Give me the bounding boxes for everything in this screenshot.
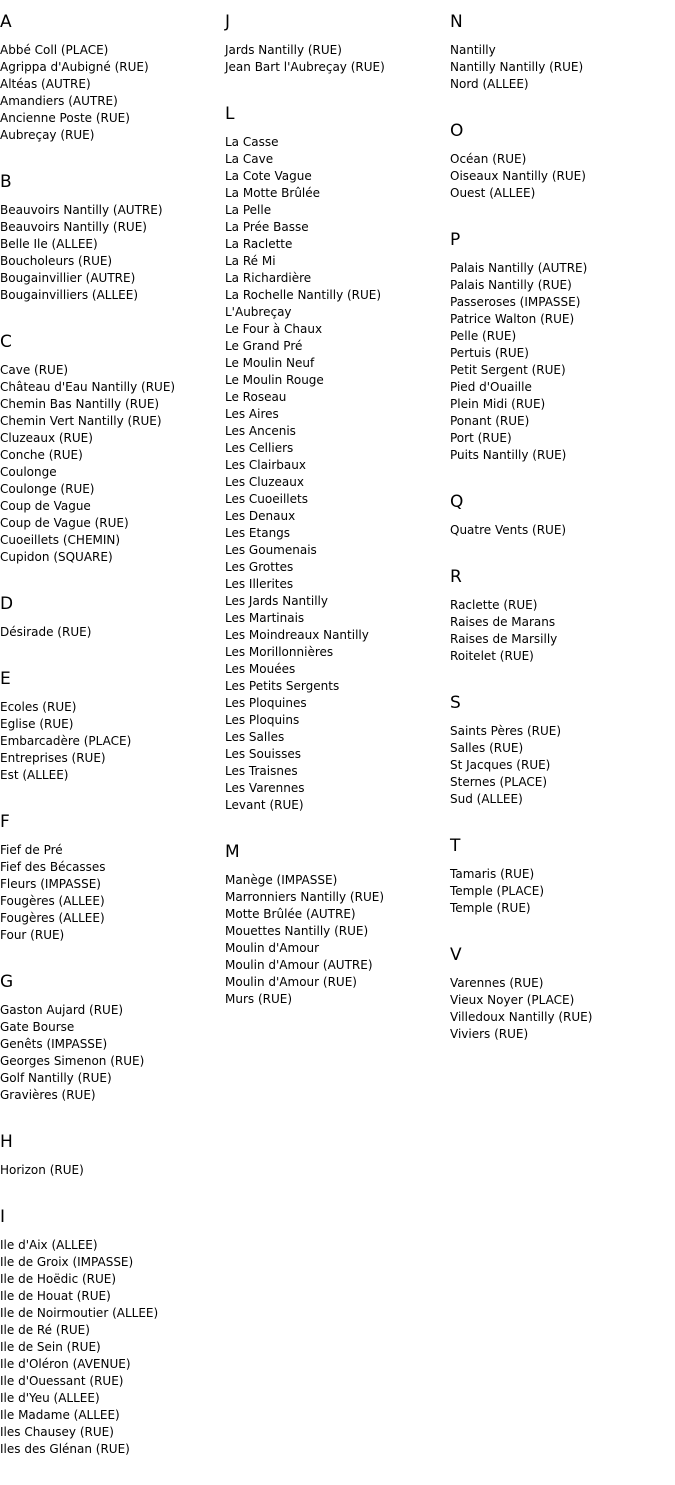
letter-group — [225, 11, 450, 76]
letter-group — [450, 11, 675, 93]
street-item: Nantilly Nantilly (RUE) — [450, 60, 584, 74]
street-item: Le Roseau — [225, 390, 287, 404]
street-item: Coulonge (RUE) — [0, 482, 95, 496]
street-item: Ouest (ALLEE) — [450, 186, 536, 200]
street-item: Nantilly — [450, 43, 496, 57]
letter-group — [0, 11, 225, 144]
street-item: Motte Brûlée (AUTRE) — [225, 907, 356, 921]
index-column-3 — [450, 11, 675, 1070]
street-item: Les Cluzeaux — [225, 475, 304, 489]
street-list — [225, 42, 450, 76]
letter-heading: V — [450, 945, 462, 965]
letter-heading: A — [0, 12, 12, 32]
street-item: Palais Nantilly (AUTRE) — [450, 261, 588, 275]
street-item: Les Ploquines — [225, 696, 307, 710]
street-item: Fleurs (IMPASSE) — [0, 877, 101, 891]
street-item: Coulonge — [0, 465, 57, 479]
letter-group — [0, 171, 225, 304]
street-item: La Cave — [225, 152, 274, 166]
street-item: Genêts (IMPASSE) — [0, 1037, 108, 1051]
street-list — [0, 1002, 225, 1104]
street-item: Moulin d'Amour — [225, 941, 320, 955]
street-item: Océan (RUE) — [450, 152, 527, 166]
street-item: Tamaris (RUE) — [450, 867, 535, 881]
street-item: Salles (RUE) — [450, 741, 524, 755]
street-item: La Raclette — [225, 237, 293, 251]
letter-heading: E — [0, 669, 11, 689]
street-item: St Jacques (RUE) — [450, 758, 551, 772]
street-item: Ile de Sein (RUE) — [0, 1340, 101, 1354]
street-item: Puits Nantilly (RUE) — [450, 448, 567, 462]
letter-group — [450, 229, 675, 464]
street-item: Petit Sergent (RUE) — [450, 363, 566, 377]
street-item: Fougères (ALLEE) — [0, 911, 105, 925]
letter-heading: C — [0, 332, 12, 352]
street-item: Les Morillonnières — [225, 645, 334, 659]
letter-group — [0, 668, 225, 784]
street-list — [450, 597, 675, 665]
letter-group — [0, 593, 225, 641]
street-item: Ponant (RUE) — [450, 414, 530, 428]
street-list — [450, 42, 675, 93]
street-item: Four (RUE) — [0, 928, 65, 942]
street-item: Le Moulin Rouge — [225, 373, 324, 387]
street-item: La Casse — [225, 135, 279, 149]
street-item: Raclette (RUE) — [450, 598, 538, 612]
street-item: Agrippa d'Aubigné (RUE) — [0, 60, 149, 74]
street-item: Chemin Vert Nantilly (RUE) — [0, 414, 162, 428]
street-list — [450, 522, 675, 539]
street-item: Ile Madame (ALLEE) — [0, 1408, 120, 1422]
street-item: Quatre Vents (RUE) — [450, 523, 567, 537]
street-item: La Pelle — [225, 203, 272, 217]
street-item: Manège (IMPASSE) — [225, 873, 338, 887]
street-list — [0, 1162, 225, 1179]
street-item: Les Cuoeillets — [225, 492, 308, 506]
street-item: Les Grottes — [225, 560, 294, 574]
street-item: Beauvoirs Nantilly (RUE) — [0, 220, 147, 234]
letter-group — [450, 120, 675, 202]
street-item: Conche (RUE) — [0, 448, 83, 462]
street-item: Ancienne Poste (RUE) — [0, 111, 130, 125]
street-item: La Motte Brûlée — [225, 186, 321, 200]
street-item: Les Varennes — [225, 781, 305, 795]
letter-group — [0, 1131, 225, 1179]
street-item: Les Illerites — [225, 577, 294, 591]
street-item: Gravières (RUE) — [0, 1088, 96, 1102]
letter-heading: L — [225, 104, 235, 124]
letter-heading: J — [225, 12, 231, 32]
letter-group — [225, 841, 450, 1008]
street-item: Cupidon (SQUARE) — [0, 550, 113, 564]
letter-group — [450, 692, 675, 808]
street-item: Cave (RUE) — [0, 363, 69, 377]
street-item: La Cote Vague — [225, 169, 312, 183]
street-item: Vieux Noyer (PLACE) — [450, 993, 575, 1007]
street-item: Pied d'Ouaille — [450, 380, 532, 394]
street-item: La Prée Basse — [225, 220, 309, 234]
street-item: Levant (RUE) — [225, 798, 304, 812]
street-item: Horizon (RUE) — [0, 1163, 84, 1177]
street-item: Désirade (RUE) — [0, 625, 92, 639]
street-item: Les Celliers — [225, 441, 294, 455]
letter-heading: S — [450, 693, 461, 713]
street-item: Fougères (ALLEE) — [0, 894, 105, 908]
street-item: Mouettes Nantilly (RUE) — [225, 924, 369, 938]
street-item: Port (RUE) — [450, 431, 512, 445]
street-item: Moulin d'Amour (RUE) — [225, 975, 357, 989]
street-item: Plein Midi (RUE) — [450, 397, 546, 411]
street-item: Les Salles — [225, 730, 285, 744]
street-item: Les Souisses — [225, 747, 301, 761]
letter-heading: I — [0, 1207, 6, 1227]
street-item: Le Four à Chaux — [225, 322, 323, 336]
street-list — [0, 202, 225, 304]
letter-group — [450, 491, 675, 539]
street-item: Patrice Walton (RUE) — [450, 312, 575, 326]
street-item: Viviers (RUE) — [450, 1027, 529, 1041]
street-item: Pelle (RUE) — [450, 329, 517, 343]
letter-heading: O — [450, 121, 464, 141]
letter-heading: G — [0, 972, 14, 992]
street-item: Sud (ALLEE) — [450, 792, 523, 806]
street-item: Ile de Hoëdic (RUE) — [0, 1272, 117, 1286]
letter-group — [450, 566, 675, 665]
street-item: Les Goumenais — [225, 543, 317, 557]
street-item: Les Ancenis — [225, 424, 296, 438]
street-item: Temple (RUE) — [450, 901, 531, 915]
street-item: Jards Nantilly (RUE) — [225, 43, 342, 57]
street-item: Ile d'Aix (ALLEE) — [0, 1238, 98, 1252]
street-list — [225, 872, 450, 1008]
street-list — [450, 975, 675, 1043]
street-item: Les Clairbaux — [225, 458, 306, 472]
letter-heading: H — [0, 1132, 13, 1152]
street-item: Ecoles (RUE) — [0, 700, 77, 714]
street-item: Ile de Ré (RUE) — [0, 1323, 90, 1337]
street-item: Jean Bart l'Aubreçay (RUE) — [225, 60, 385, 74]
street-item: Roitelet (RUE) — [450, 649, 534, 663]
street-item: Les Aires — [225, 407, 279, 421]
letter-group — [0, 971, 225, 1104]
street-list — [0, 842, 225, 944]
street-item: Villedoux Nantilly (RUE) — [450, 1010, 593, 1024]
street-list — [225, 134, 450, 814]
street-item: Nord (ALLEE) — [450, 77, 529, 91]
street-item: Château d'Eau Nantilly (RUE) — [0, 380, 176, 394]
street-item: Embarcadère (PLACE) — [0, 734, 132, 748]
street-item: Bougainvilliers (ALLEE) — [0, 288, 139, 302]
letter-heading: Q — [450, 492, 464, 512]
letter-group — [0, 1206, 225, 1458]
street-item: Les Martinais — [225, 611, 305, 625]
letter-group — [450, 944, 675, 1043]
street-list — [0, 1237, 225, 1458]
street-item: Passeroses (IMPASSE) — [450, 295, 581, 309]
letter-group — [0, 811, 225, 944]
street-item: Les Denaux — [225, 509, 296, 523]
letter-group — [0, 331, 225, 566]
street-item: Les Petits Sergents — [225, 679, 340, 693]
street-item: Amandiers (AUTRE) — [0, 94, 118, 108]
street-item: Altéas (AUTRE) — [0, 77, 91, 91]
street-item: Raises de Marsilly — [450, 632, 558, 646]
street-item: Eglise (RUE) — [0, 717, 74, 731]
street-item: Iles des Glénan (RUE) — [0, 1442, 130, 1456]
street-item: Les Mouées — [225, 662, 296, 676]
street-item: Ile de Noirmoutier (ALLEE) — [0, 1306, 159, 1320]
street-item: Ile de Groix (IMPASSE) — [0, 1255, 134, 1269]
street-item: Abbé Coll (PLACE) — [0, 43, 109, 57]
street-item: L'Aubreçay — [225, 305, 292, 319]
street-item: Les Etangs — [225, 526, 291, 540]
street-item: Les Moindreaux Nantilly — [225, 628, 369, 642]
street-item: Beauvoirs Nantilly (AUTRE) — [0, 203, 163, 217]
street-item: Le Moulin Neuf — [225, 356, 315, 370]
street-item: Ile d'Oléron (AVENUE) — [0, 1357, 131, 1371]
street-item: Entreprises (RUE) — [0, 751, 106, 765]
index-column-1 — [0, 11, 225, 1485]
street-item: Ile de Houat (RUE) — [0, 1289, 111, 1303]
street-item: Gaston Aujard (RUE) — [0, 1003, 124, 1017]
letter-heading: P — [450, 230, 461, 250]
street-item: Georges Simenon (RUE) — [0, 1054, 145, 1068]
letter-heading: M — [225, 842, 240, 862]
street-item: Boucholeurs (RUE) — [0, 254, 113, 268]
street-item: Chemin Bas Nantilly (RUE) — [0, 397, 160, 411]
street-list — [0, 362, 225, 566]
street-item: Coup de Vague (RUE) — [0, 516, 129, 530]
street-item: Murs (RUE) — [225, 992, 293, 1006]
street-list — [450, 866, 675, 917]
street-item: La Rochelle Nantilly (RUE) — [225, 288, 382, 302]
street-item: Aubreçay (RUE) — [0, 128, 95, 142]
street-item: Raises de Marans — [450, 615, 556, 629]
street-list — [450, 260, 675, 464]
street-item: Iles Chausey (RUE) — [0, 1425, 114, 1439]
street-list — [0, 624, 225, 641]
street-item: Ile d'Ouessant (RUE) — [0, 1374, 124, 1388]
street-item: Moulin d'Amour (AUTRE) — [225, 958, 373, 972]
street-item: Ile d'Yeu (ALLEE) — [0, 1391, 100, 1405]
street-item: Cluzeaux (RUE) — [0, 431, 93, 445]
street-item: Les Traisnes — [225, 764, 298, 778]
street-list — [0, 699, 225, 784]
street-item: Est (ALLEE) — [0, 768, 69, 782]
street-item: La Richardière — [225, 271, 312, 285]
street-item: Temple (PLACE) — [450, 884, 545, 898]
street-item: Fief de Pré — [0, 843, 63, 857]
letter-heading: D — [0, 594, 14, 614]
letter-group — [225, 103, 450, 814]
street-item: Fief des Bécasses — [0, 860, 106, 874]
street-item: Sternes (PLACE) — [450, 775, 548, 789]
street-item: Les Ploquins — [225, 713, 300, 727]
letter-heading: F — [0, 812, 10, 832]
street-item: Les Jards Nantilly — [225, 594, 328, 608]
street-list — [450, 151, 675, 202]
index-column-2 — [225, 11, 450, 1035]
street-item: Belle Ile (ALLEE) — [0, 237, 98, 251]
street-item: La Ré Mi — [225, 254, 276, 268]
street-item: Coup de Vague — [0, 499, 91, 513]
letter-heading: R — [450, 567, 462, 587]
street-item: Saints Pères (RUE) — [450, 724, 562, 738]
street-list — [0, 42, 225, 144]
letter-group — [450, 835, 675, 917]
street-item: Gate Bourse — [0, 1020, 75, 1034]
street-item: Palais Nantilly (RUE) — [450, 278, 572, 292]
street-item: Oiseaux Nantilly (RUE) — [450, 169, 586, 183]
street-item: Bougainvillier (AUTRE) — [0, 271, 136, 285]
street-item: Golf Nantilly (RUE) — [0, 1071, 112, 1085]
street-item: Marronniers Nantilly (RUE) — [225, 890, 384, 904]
street-item: Varennes (RUE) — [450, 976, 544, 990]
letter-heading: N — [450, 12, 463, 32]
letter-heading: B — [0, 172, 12, 192]
letter-heading: T — [450, 836, 461, 856]
street-item: Pertuis (RUE) — [450, 346, 529, 360]
street-item: Cuoeillets (CHEMIN) — [0, 533, 121, 547]
street-item: Le Grand Pré — [225, 339, 303, 353]
street-list — [450, 723, 675, 808]
